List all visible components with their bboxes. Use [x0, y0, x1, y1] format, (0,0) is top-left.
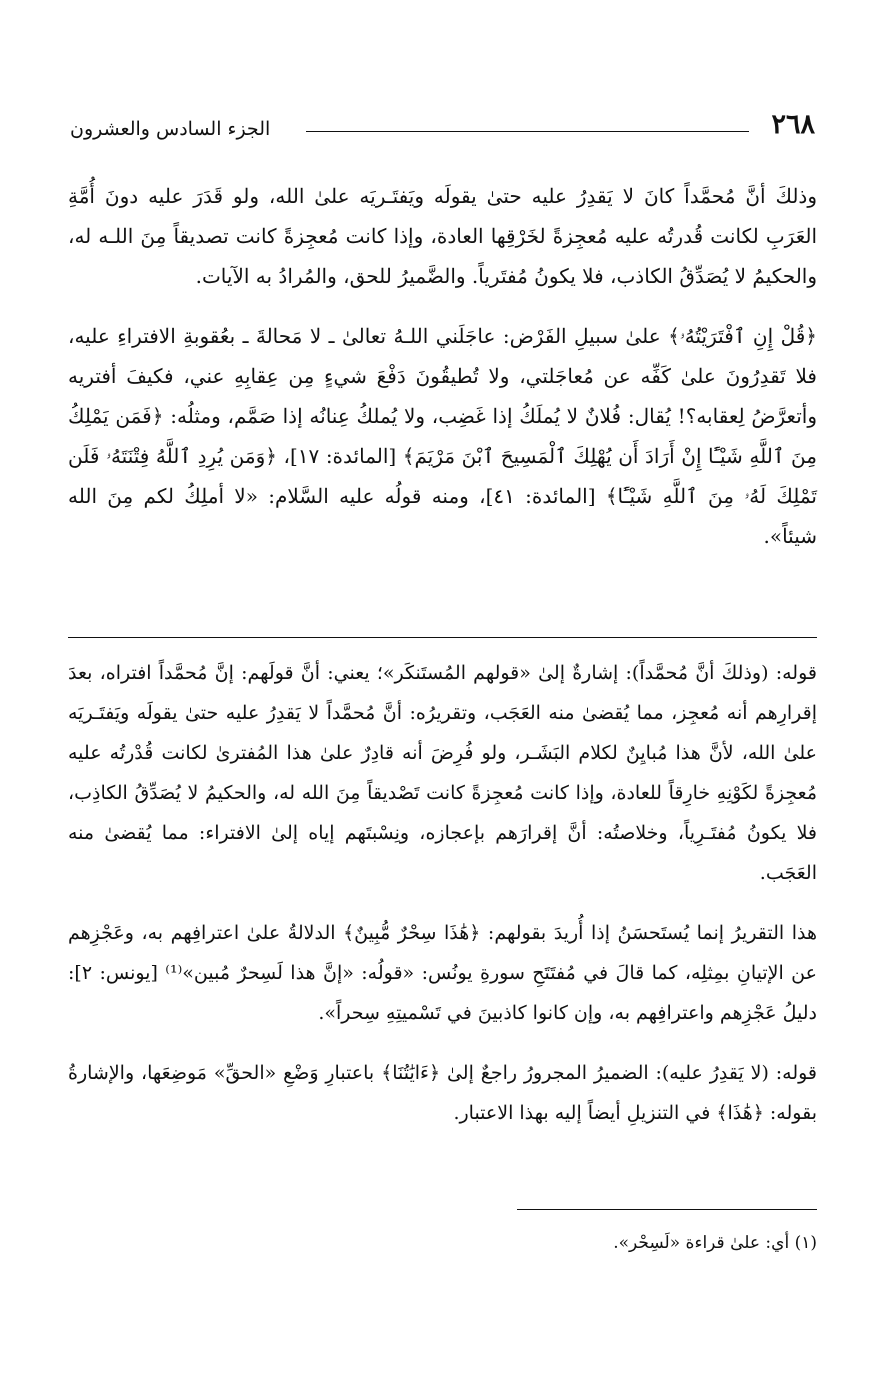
page-number: ٢٦٨	[771, 109, 815, 140]
main-paragraph-2: ﴿قُلْ إِنِ ٱفْتَرَيْتُهُۥ﴾ علىٰ سبيلِ الفَرْض: عاجَلَني اللـهُ تعالىٰ ـ لا مَحالةَ ـ بعُقوبةِ الافتراءِ عليه، فلا تَقدِرُونَ علىٰ كَفِّه عن مُعاجَلتي، ولا تُطيقُونَ دَفْعَ شيءٍ مِن عِقابِهِ عني، فكيفَ أفتريه وأتعرَّضُ لِعقابه؟! يُقال: فُلانٌ لا يُملَكُ إذا غَضِب، ولا يُملكُ عِنانُه إذا صَمَّم، ومثلُه: ﴿فَمَن يَمْلِكُ مِنَ ٱللَّهِ شَيْـًٔا إِنْ أَرَادَ أَن يُهْلِكَ ٱلْمَسِيحَ ٱبْنَ مَرْيَمَ﴾ [المائدة: ١٧]، ﴿وَمَن يُرِدِ ٱللَّهُ فِتْنَتَهُۥ فَلَن تَمْلِكَ لَهُۥ مِنَ ٱللَّهِ شَيْـًٔا﴾ [المائدة: ٤١]، ومنه قولُه عليه السَّلام: «لا أملِكُ لكم مِنَ الله شيئاً».	[68, 324, 817, 548]
commentary-divider	[68, 637, 817, 638]
main-paragraph-1: وذلكَ أنَّ مُحمَّداً كانَ لا يَقدِرُ عليه حتىٰ يقولَه ويَفتَـريَه علىٰ الله، ولو قَدَرَ عليه دونَ أُمَّةِ العَرَبِ لكانت قُدرتُه عليه مُعجِزةً لخَرْقِها العادة، وإذا كانت مُعجِزةً كانت تصديقاً مِنَ اللـه له، والحكيمُ لا يُصَدِّقُ الكاذب، فلا يكونُ مُفتَرياً. والضَّميرُ للحق، والمُرادُ به الآيات.	[68, 184, 817, 288]
header-rule	[306, 131, 749, 132]
commentary-paragraph-1: قوله: (وذلكَ أنَّ مُحمَّداً): إشارةٌ إلىٰ «قولهم المُستَنكَر»؛ يعني: أنَّ قولَهم: إنَّ مُحمَّداً افتراه، بعدَ إقرارِهم أنه مُعجِز، مما يُقضىٰ منه العَجَب، وتقريرُه: أنَّ مُحمَّداً لا يَقدِرُ عليه حتىٰ يقولَه ويَفتَـريَه علىٰ الله، لأنَّ هذا مُبايِنٌ لكلام البَشَـر، ولو فُرِضَ أنه قادِرٌ علىٰ هذا المُفترىٰ لكانت قُدْرتُه عليه مُعجِزةً لكَوْنِهِ خارِقاً للعادة، وإذا كانت مُعجِزةً كانت تَصْديقاً مِنَ الله له، والحكيمُ لا يُصَدِّقُ الكاذِب، فلا يكونُ مُفتَـرِياً، وخلاصتُه: أنَّ إقرارَهم بإعجازه، ونِسْبتَهم إياه إلىٰ الافتراء: مما يُقضىٰ منه العَجَب.	[68, 662, 817, 884]
footnote	[68, 1226, 817, 1260]
commentary-paragraph-2: هذا التقريرُ إنما يُستَحسَنُ إذا أُريدَ بقولهم: ﴿هَٰذَا سِحْرٌ مُّبِينٌ﴾ الدلالةُ علىٰ اعترافِهم به، وعَجْزِهم عن الإتيانِ بمِثلِه، كما قالَ في مُفتَتَحِ سورةِ يونُس: «قولُه: «إنَّ هذا لَسِحرٌ مُبين»⁽¹⁾ [يونس: ٢]: دليلُ عَجْزِهم واعترافِهم به، وإن كانوا كاذبينَ في تَسْميتِهِ سِحراً».	[68, 922, 817, 1024]
footnote-text: (١) أي: علىٰ قراءة «لَسِحْر».	[613, 1233, 817, 1253]
footnote-divider	[517, 1209, 817, 1210]
running-title: الجزء السادس والعشرون	[70, 118, 271, 140]
commentary	[68, 653, 817, 1153]
running-head	[70, 109, 815, 146]
commentary-paragraph-3: قوله: (لا يَقدِرُ عليه): الضميرُ المجرورُ راجعٌ إلىٰ ﴿ءَايَٰتُنَا﴾ باعتبارِ وَضْعِ «الحقِّ» مَوضِعَها، والإشارةُ بقوله: ﴿هَٰذَا﴾ في التنزيلِ أيضاً إليه بهذا الاعتبار.	[68, 1062, 817, 1124]
main-text	[68, 176, 817, 556]
